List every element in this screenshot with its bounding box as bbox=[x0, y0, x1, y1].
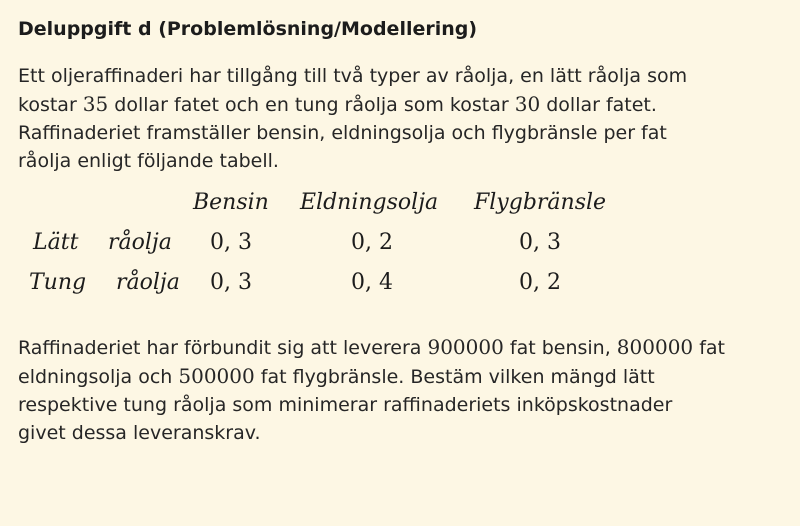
outro-line-1-pre: Raffinaderiet har förbundit sig att leverera bbox=[18, 337, 428, 359]
intro-line-2-mid: dollar fatet och en tung råolja som kostar bbox=[108, 94, 515, 116]
outro-line-4-text: givet dessa leveranskrav. bbox=[18, 422, 261, 444]
yield-table bbox=[18, 189, 782, 323]
row-1-bensin: 0, 3 bbox=[210, 230, 252, 255]
intro-line-2-pre: kostar bbox=[18, 94, 83, 116]
intro-line-4 bbox=[18, 147, 782, 175]
outro-paragraph bbox=[18, 333, 782, 447]
intro-line-2 bbox=[18, 90, 782, 119]
intro-line-1 bbox=[18, 62, 782, 90]
light-oil-price: 35 bbox=[82, 92, 109, 116]
outro-line-2 bbox=[18, 362, 782, 391]
row-1-label-oil: råolja bbox=[108, 230, 172, 255]
intro-paragraph bbox=[18, 62, 782, 175]
flygbransle-demand: 500000 bbox=[178, 364, 255, 388]
outro-line-2-pre: eldningsolja och bbox=[18, 366, 179, 388]
intro-line-3 bbox=[18, 119, 782, 147]
outro-line-1-mid: fat bensin, bbox=[503, 337, 617, 359]
row-2-label-oil: råolja bbox=[116, 270, 180, 295]
intro-line-4-text: råolja enligt följande tabell. bbox=[18, 150, 279, 172]
header-eldningsolja: Eldningsolja bbox=[300, 190, 439, 215]
intro-line-1-text: Ett oljeraffinaderi har tillgång till två typer av råolja, en lätt råolja som bbox=[18, 65, 688, 87]
outro-line-1 bbox=[18, 333, 782, 362]
task-heading: Deluppgift d (Problemlösning/Modellering) bbox=[18, 18, 478, 40]
bensin-demand: 900000 bbox=[427, 335, 504, 359]
row-1-flygbransle: 0, 3 bbox=[519, 230, 561, 255]
header-bensin: Bensin bbox=[193, 190, 269, 215]
outro-line-2-post: fat flygbränsle. Bestäm vilken mängd lätt bbox=[254, 366, 655, 388]
intro-line-2-post: dollar fatet. bbox=[540, 94, 657, 116]
intro-line-3-text: Raffinaderiet framställer bensin, eldningsolja och flygbränsle per fat bbox=[18, 122, 667, 144]
heavy-oil-price: 30 bbox=[514, 92, 541, 116]
row-2-bensin: 0, 3 bbox=[210, 270, 252, 295]
eldningsolja-demand: 800000 bbox=[616, 335, 694, 359]
row-1-eldningsolja: 0, 2 bbox=[351, 230, 393, 255]
row-2-eldningsolja: 0, 4 bbox=[351, 270, 393, 295]
outro-line-4 bbox=[18, 419, 782, 447]
outro-line-1-post: fat bbox=[693, 337, 725, 359]
outro-line-3 bbox=[18, 391, 782, 419]
row-1-label-type: Lätt bbox=[33, 230, 79, 255]
outro-line-3-text: respektive tung råolja som minimerar raffinaderiets inköpskostnader bbox=[18, 394, 673, 416]
row-2-flygbransle: 0, 2 bbox=[519, 270, 561, 295]
header-flygbransle: Flygbränsle bbox=[474, 190, 607, 215]
row-2-label-type: Tung bbox=[29, 270, 87, 295]
